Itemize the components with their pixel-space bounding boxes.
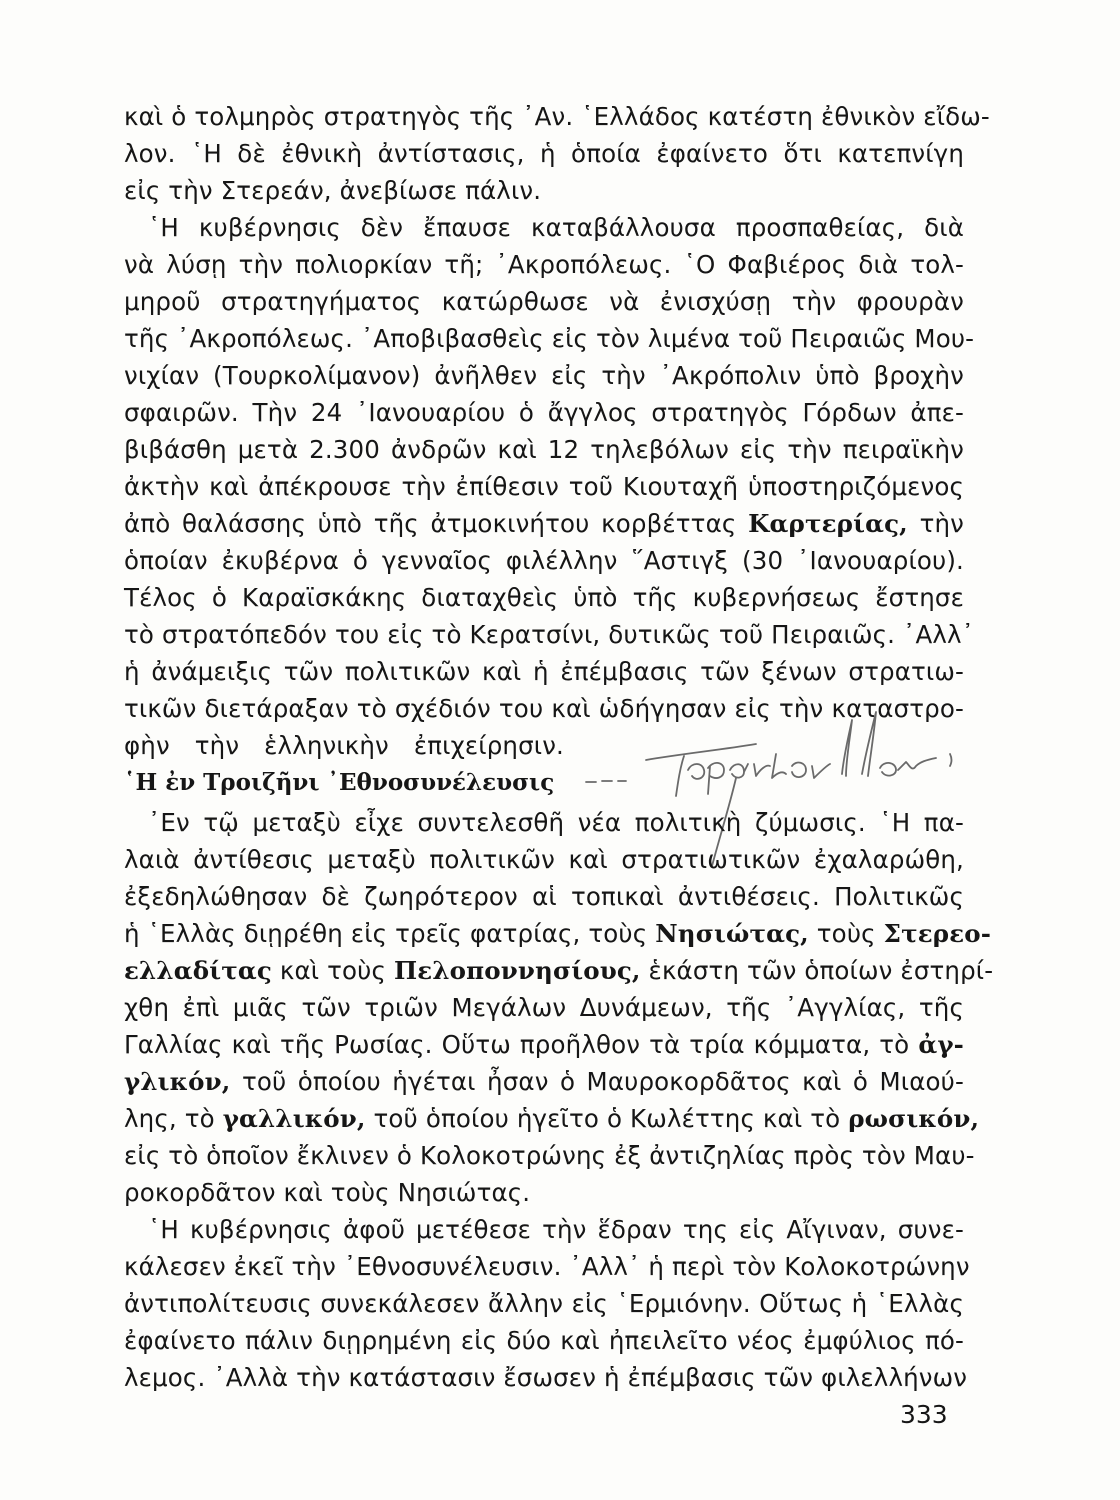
text-line [124, 1028, 964, 1062]
text-segment: καὶ τοὺς [279, 956, 387, 985]
text-line [124, 917, 992, 951]
text-line: νιχίαν (Τουρκολίμανον) ἀνῆλθεν εἰς τὴν ᾿Ακρόπολιν ὑπὸ βροχὴν [124, 361, 964, 390]
text-line: ᾿Εν τῷ μεταξὺ εἶχε συντελεσθῆ νέα πολιτικὴ ζύμωσις. ῾Η πα- [148, 808, 964, 837]
emphasized-term: Στερεο- [883, 919, 992, 948]
text-line: ροκορδᾶτον καὶ τοὺς Νησιώτας. [124, 1178, 531, 1207]
text-line: λον. ῾Η δὲ ἐθνικὴ ἀντίστασις, ἡ ὁποία ἐφαίνετο ὅτι κατεπνίγη [124, 139, 964, 168]
emphasized-term: ἀγ- [918, 1030, 964, 1059]
section-heading: ῾Η ἐν Τροιζῆνι ᾿Εθνοσυνέλευσις [124, 769, 555, 796]
text-segment: τὴν [919, 509, 964, 538]
text-line [124, 1065, 964, 1099]
text-line: λαιὰ ἀντίθεσις μεταξὺ πολιτικῶν καὶ στρατιωτικῶν ἐχαλαρώθη, [124, 845, 964, 874]
text-line: τικῶν διετάραξαν τὸ σχέδιόν του καὶ ὡδήγησαν εἰς τὴν καταστρο- [124, 694, 964, 723]
pen-stroke-loop [842, 720, 852, 776]
text-line: Τέλος ὁ Καραϊσκάκης διαταχθεὶς ὑπὸ τῆς κυβερνήσεως ἔστησε [124, 583, 964, 612]
text-line: κάλεσεν ἐκεῖ τὴν ᾿Εθνοσυνέλευσιν. ᾿Αλλ᾿ ἡ περὶ τὸν Κολοκοτρώνην [124, 1252, 970, 1281]
text-line: τῆς ᾿Ακροπόλεως. ᾿Αποβιβασθεὶς εἰς τὸν λιμένα τοῦ Πειραιῶς Μου- [124, 324, 975, 353]
pen-stroke-tail [880, 754, 952, 776]
page-number: 333 [900, 1400, 948, 1429]
emphasized-term: γαλλικόν, [222, 1104, 366, 1133]
text-segment: τοῦ ὁποίου ἡγέται ἦσαν ὁ Μαυροκορδᾶτος καὶ ὁ Μιαού- [241, 1067, 964, 1096]
text-segment: τοὺς [816, 919, 876, 948]
text-segment: ἀπὸ θαλάσσης ὑπὸ τῆς ἀτμοκινήτου κορβέττας [124, 509, 737, 538]
emphasized-term: ελλαδίτας [124, 956, 272, 985]
text-line: χθη ἐπὶ μιᾶς τῶν τριῶν Μεγάλων Δυνάμεων, τῆς ᾿Αγγλίας, τῆς [124, 993, 964, 1022]
text-line: ῾Η κυβέρνησις ἀφοῦ μετέθεσε τὴν ἕδραν της εἰς Αἴγιναν, συνε- [148, 1215, 964, 1244]
text-line: ῾Η κυβέρνησις δὲν ἔπαυσε καταβάλλουσα προσπαθείας, διὰ [148, 213, 964, 242]
pen-stroke-loop [862, 712, 876, 776]
text-segment: ἡ ῾Ελλὰς διῃρέθη εἰς τρεῖς φατρίας, τοὺς [124, 919, 648, 948]
text-line: εἰς τὴν Στερεάν, ἀνεβίωσε πάλιν. [124, 176, 542, 205]
pen-stroke-word [688, 754, 830, 794]
text-line [124, 1102, 980, 1136]
text-segment: Γαλλίας καὶ τῆς Ρωσίας. Οὕτω προῆλθον τὰ τρία κόμματα, τὸ [124, 1030, 910, 1059]
text-line: μηροῦ στρατηγήματος κατώρθωσε νὰ ἐνισχύσῃ τὴν φρουρὰν [124, 287, 964, 316]
text-line: ἡ ἀνάμειξις τῶν πολιτικῶν καὶ ἡ ἐπέμβασις τῶν ξένων στρατιω- [124, 657, 964, 686]
text-line: ἀντιπολίτευσις συνεκάλεσεν ἄλλην εἰς ῾Ερμιόνην. Οὕτως ἡ ῾Ελλὰς [124, 1289, 964, 1318]
text-line: νὰ λύσῃ τὴν πολιορκίαν τῆ; ᾿Ακροπόλεως. ῾Ο Φαβιέρος διὰ τολ- [124, 250, 964, 279]
text-segment: λης, τὸ [124, 1104, 215, 1133]
text-line: βιβάσθη μετὰ 2.300 ἀνδρῶν καὶ 12 τηλεβόλων εἰς τὴν πειραϊκὴν [124, 435, 964, 464]
text-line: λεμος. ᾿Αλλὰ τὴν κατάστασιν ἔσωσεν ἡ ἐπέμβασις τῶν φιλελλήνων [124, 1363, 968, 1392]
text-line: φὴν τὴν ἑλληνικὴν ἐπιχείρησιν. [124, 731, 564, 760]
text-line [124, 954, 994, 988]
emphasized-term: Νησιώτας, [655, 919, 809, 948]
text-line: σφαιρῶν. Τὴν 24 ᾿Ιανουαρίου ὁ ἄγγλος στρατηγὸς Γόρδων ἀπε- [124, 398, 964, 427]
text-line: ἀκτὴν καὶ ἀπέκρουσε τὴν ἐπίθεσιν τοῦ Κιουταχῆ ὑποστηριζόμενος [124, 472, 964, 501]
pen-stroke-t-stem [676, 756, 684, 796]
text-line [124, 507, 964, 541]
text-segment: ἑκάστη τῶν ὁποίων ἐστηρί- [648, 956, 994, 985]
pen-stroke-t-bar [646, 744, 756, 760]
emphasized-term: γλικόν, [124, 1067, 231, 1096]
text-line: καὶ ὁ τολμηρὸς στρατηγὸς τῆς ᾿Αν. ῾Ελλάδος κατέστη ἐθνικὸν εἴδω- [124, 102, 990, 131]
emphasized-term: Καρτερίας, [748, 509, 908, 538]
text-line: εἰς τὸ ὁποῖον ἔκλινεν ὁ Κολοκοτρώνης ἐξ ἀντιζηλίας πρὸς τὸν Μαυ- [124, 1141, 975, 1170]
emphasized-term: ρωσικόν, [848, 1104, 980, 1133]
pen-dash [586, 781, 626, 782]
text-line: τὸ στρατόπεδόν του εἰς τὸ Κερατσίνι, δυτικῶς τοῦ Πειραιῶς. ᾿Αλλ᾿ [124, 620, 975, 649]
text-line: ὁποίαν ἐκυβέρνα ὁ γενναῖος φιλέλλην ῞Αστιγξ (30 ᾿Ιανουαρίου). [124, 546, 964, 575]
text-line: ἐξεδηλώθησαν δὲ ζωηρότερον αἱ τοπικαὶ ἀντιθέσεις. Πολιτικῶς [124, 882, 964, 911]
text-segment: τοῦ ὁποίου ἡγεῖτο ὁ Κωλέττης καὶ τὸ [373, 1104, 841, 1133]
text-line: ἐφαίνετο πάλιν διῃρημένη εἰς δύο καὶ ἠπειλεῖτο νέος ἐμφύλιος πό- [124, 1326, 964, 1355]
emphasized-term: Πελοποννησίους, [394, 956, 641, 985]
